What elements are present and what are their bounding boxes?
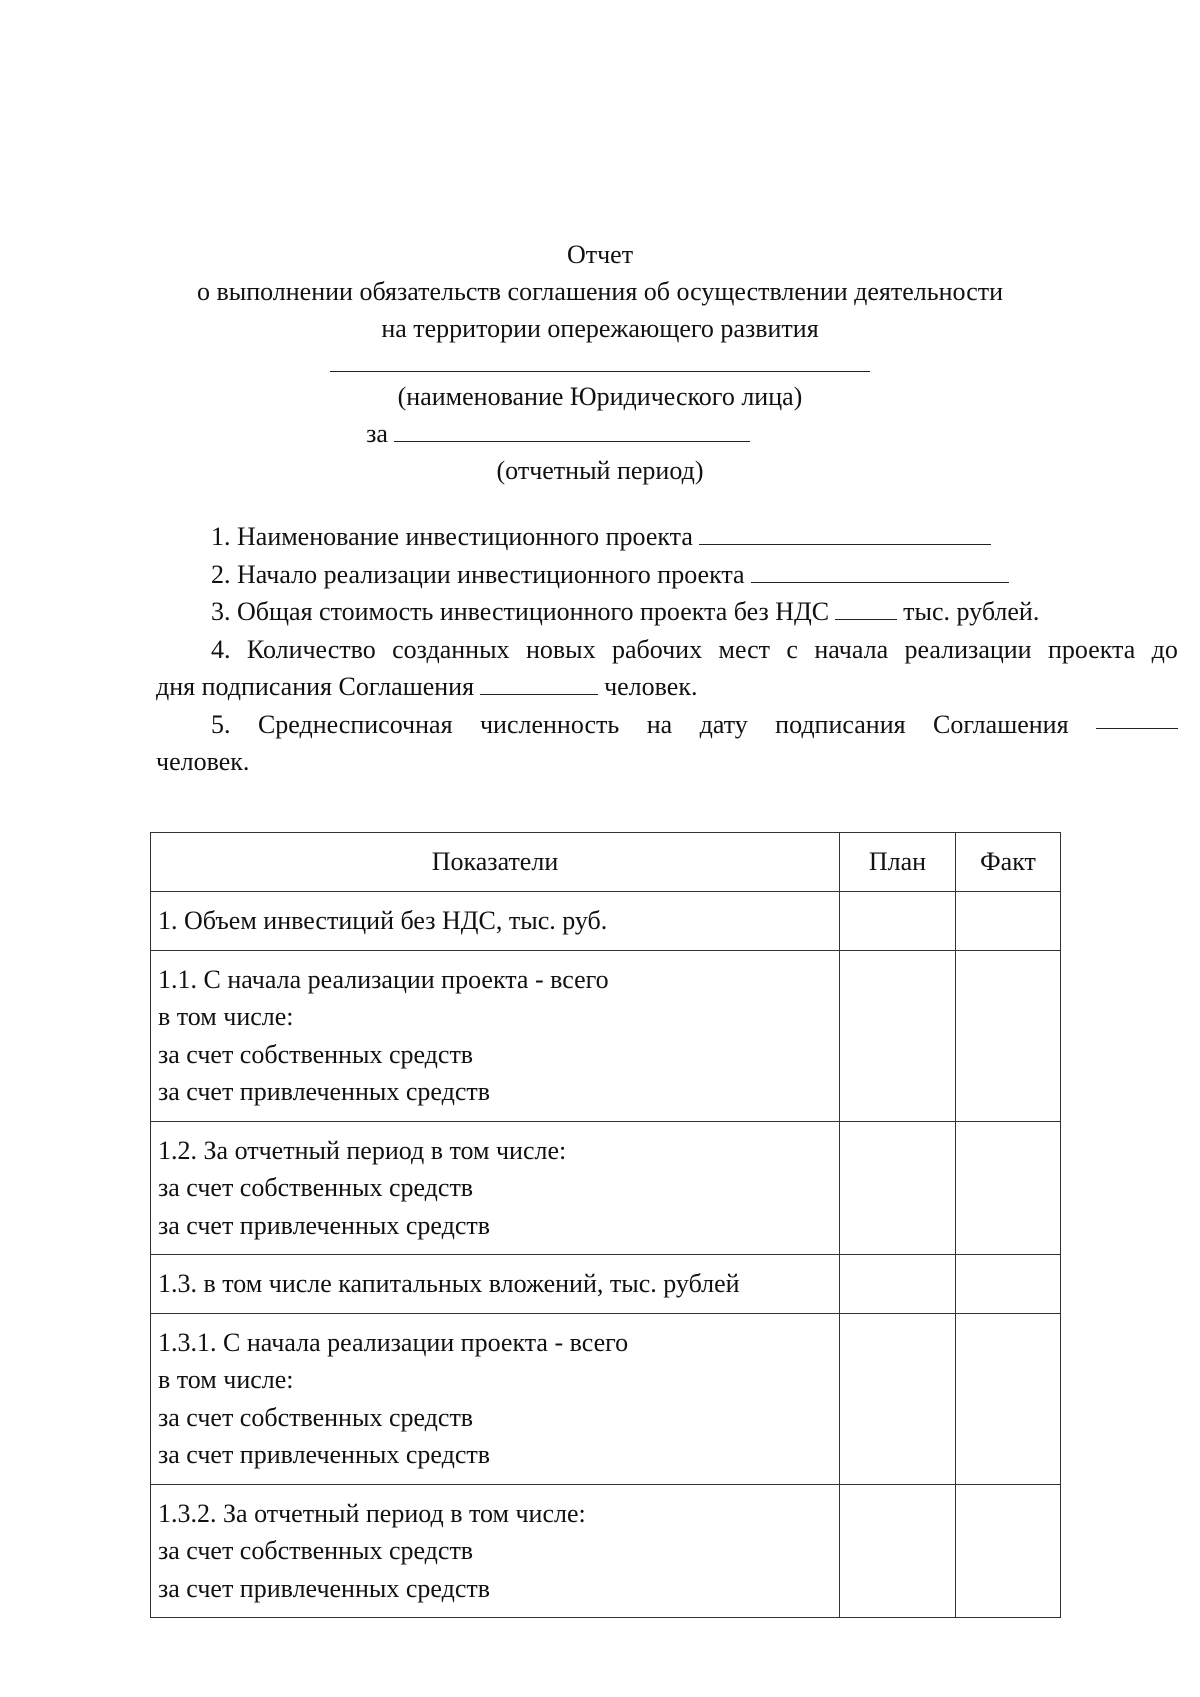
indicator-line: за счет привлеченных средств bbox=[158, 1440, 490, 1469]
document-title: Отчет bbox=[566, 240, 634, 269]
item-new-jobs-unit: человек. bbox=[604, 672, 698, 701]
item-new-jobs-word: Количество bbox=[246, 634, 376, 664]
indicator-line: 1.3. в том числе капитальных вложений, тыс. рублей bbox=[158, 1269, 740, 1298]
item-project-start bbox=[156, 556, 1178, 594]
plan-cell[interactable] bbox=[840, 1484, 956, 1618]
item-new-jobs-word: новых bbox=[525, 634, 596, 664]
indicator-cell bbox=[151, 892, 840, 951]
indicator-cell bbox=[151, 950, 840, 1121]
project-name-blank[interactable] bbox=[699, 522, 991, 545]
indicator-line: за счет собственных средств bbox=[158, 1039, 474, 1069]
table-row bbox=[151, 1313, 1061, 1484]
project-cost-blank[interactable] bbox=[835, 597, 897, 620]
item-project-start-label: 2. Начало реализации инвестиционного проекта bbox=[211, 559, 745, 589]
indicator-line: 1.2. За отчетный период в том числе: bbox=[158, 1135, 567, 1165]
header-indicators: Показатели bbox=[151, 833, 840, 892]
indicator-line: за счет привлеченных средств bbox=[158, 1210, 490, 1240]
table-row bbox=[151, 1484, 1061, 1618]
item-new-jobs-word: с bbox=[786, 634, 798, 664]
item-project-name bbox=[156, 518, 1178, 556]
item-new-jobs-word: созданных bbox=[392, 634, 510, 664]
indicator-line: в том числе: bbox=[158, 1002, 294, 1031]
plan-cell[interactable] bbox=[840, 1255, 956, 1314]
item-new-jobs-word: рабочих bbox=[612, 634, 703, 664]
item-project-cost-unit: тыс. рублей. bbox=[903, 597, 1040, 626]
fact-cell[interactable] bbox=[956, 1484, 1061, 1618]
indicator-line: в том числе: bbox=[158, 1365, 294, 1394]
indicator-line: за счет привлеченных средств bbox=[158, 1573, 490, 1603]
item-headcount bbox=[156, 706, 1178, 744]
period-line-row bbox=[0, 415, 1200, 452]
header-plan: План bbox=[840, 833, 956, 892]
item-headcount-word: дату bbox=[699, 709, 748, 739]
indicators-table bbox=[150, 832, 1061, 1618]
table-header-row bbox=[151, 833, 1061, 892]
table-row bbox=[151, 892, 1061, 951]
indicator-line: за счет собственных средств bbox=[158, 1402, 474, 1432]
period-caption: (отчетный период) bbox=[496, 456, 704, 485]
item-project-name-label: 1. Наименование инвестиционного проекта bbox=[211, 522, 693, 551]
new-jobs-blank[interactable] bbox=[480, 672, 598, 695]
item-new-jobs-word: реализации bbox=[904, 634, 1032, 664]
item-headcount-word: Среднесписочная bbox=[257, 709, 453, 739]
indicator-line: за счет привлеченных средств bbox=[158, 1077, 490, 1106]
indicator-line: 1.3.2. За отчетный период в том числе: bbox=[158, 1498, 586, 1528]
table-row bbox=[151, 1255, 1061, 1314]
plan-cell[interactable] bbox=[840, 1313, 956, 1484]
title-block bbox=[0, 236, 1200, 489]
indicator-cell bbox=[151, 1255, 840, 1314]
item-headcount-continuation bbox=[156, 743, 1178, 781]
item-headcount-word: Соглашения bbox=[933, 709, 1069, 739]
item-headcount-word: подписания bbox=[775, 709, 906, 739]
indicator-cell bbox=[151, 1484, 840, 1618]
project-items bbox=[156, 518, 1178, 781]
indicator-line: 1. Объем инвестиций без НДС, тыс. руб. bbox=[158, 906, 608, 935]
item-project-cost-label: 3. Общая стоимость инвестиционного проекта без НДС bbox=[211, 597, 830, 626]
plan-cell[interactable] bbox=[840, 950, 956, 1121]
fact-cell[interactable] bbox=[956, 1313, 1061, 1484]
item-new-jobs bbox=[156, 631, 1178, 669]
fact-cell[interactable] bbox=[956, 950, 1061, 1121]
indicator-line: 1.1. С начала реализации проекта - всего bbox=[158, 964, 609, 994]
header-fact: Факт bbox=[956, 833, 1061, 892]
indicator-cell bbox=[151, 1313, 840, 1484]
item-new-jobs-word: начала bbox=[814, 634, 889, 664]
table-row bbox=[151, 1121, 1061, 1255]
item-headcount-unit: человек. bbox=[156, 747, 250, 776]
entity-name-blank[interactable] bbox=[330, 347, 870, 372]
indicator-line: за счет собственных средств bbox=[158, 1173, 474, 1202]
fact-cell[interactable] bbox=[956, 1121, 1061, 1255]
item-new-jobs-word: 4. bbox=[211, 634, 231, 664]
indicator-line: за счет собственных средств bbox=[158, 1536, 474, 1565]
indicator-line: 1.3.1. С начала реализации проекта - всего bbox=[158, 1327, 629, 1357]
item-project-cost bbox=[156, 593, 1178, 631]
table-row bbox=[151, 950, 1061, 1121]
fact-cell[interactable] bbox=[956, 892, 1061, 951]
item-headcount-word: численность bbox=[479, 709, 620, 739]
period-blank[interactable] bbox=[394, 421, 750, 442]
document-subtitle-line-1: о выполнении обязательств соглашения об осуществлении деятельности bbox=[196, 277, 1004, 306]
plan-cell[interactable] bbox=[840, 1121, 956, 1255]
item-new-jobs-word: до bbox=[1151, 634, 1178, 664]
headcount-blank[interactable] bbox=[1096, 706, 1178, 729]
project-start-blank[interactable] bbox=[751, 560, 1009, 583]
item-headcount-word: 5. bbox=[211, 709, 231, 739]
item-new-jobs-cont-label: дня подписания Соглашения bbox=[156, 672, 475, 701]
item-new-jobs-word: проекта bbox=[1048, 634, 1136, 664]
plan-cell[interactable] bbox=[840, 892, 956, 951]
item-new-jobs-continuation bbox=[156, 668, 1178, 706]
indicator-cell bbox=[151, 1121, 840, 1255]
item-new-jobs-word: мест bbox=[718, 634, 771, 664]
item-headcount-word: на bbox=[646, 709, 673, 739]
period-prefix: за bbox=[366, 419, 388, 448]
document-subtitle-line-2: на территории опережающего развития bbox=[381, 314, 819, 343]
entity-name-caption: (наименование Юридического лица) bbox=[397, 382, 803, 411]
fact-cell[interactable] bbox=[956, 1255, 1061, 1314]
